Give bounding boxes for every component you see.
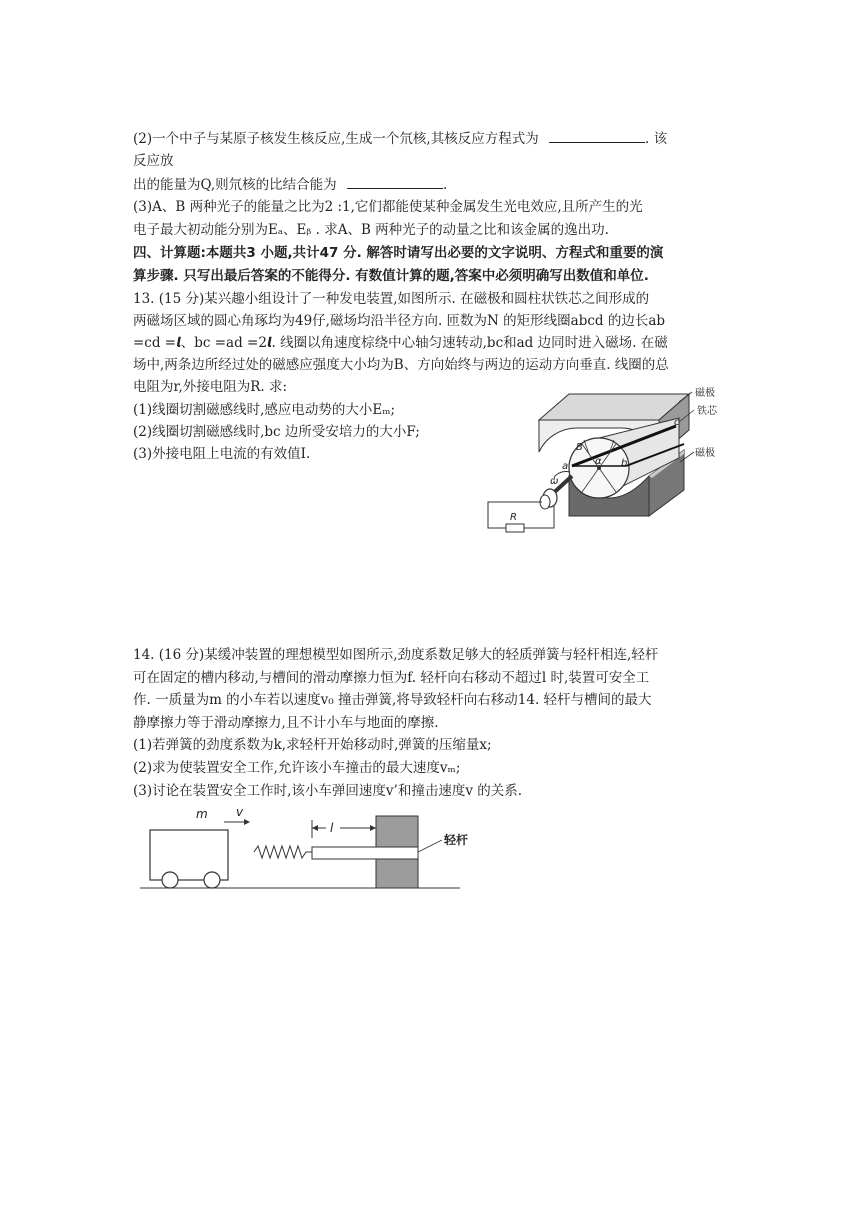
label-iron-core: 铁芯 [697, 406, 717, 417]
q14-sub2: (2)求为使装置安全工作,允许该小车撞击的最大速度vₘ; [133, 760, 461, 776]
q13-sub2: (2)线圈切割磁感线时,bc 边所受安培力的大小F; [133, 424, 420, 440]
q13-line3: =cd =𝙡、bc =ad =2𝙡. 线圈以角速度棕绕中心轴匀速转动,bc和ad 边同时进入磁场. 在磁 [133, 335, 668, 351]
q12-part2-text: (2)一个中子与某原子核发生核反应,生成一个氘核,其核反应方程式为 [133, 131, 539, 147]
answer-blank [347, 174, 443, 189]
q13-line2: 两磁场区域的圆心角琢均为49仔,磁场均沿半径方向. 匝数为N 的矩形线圈abcd 的边长ab [133, 313, 666, 329]
q14-line3: 作. 一质量为m 的小车若以速度v₀ 撞击弹簧,将导致轻杆向右移动14. 轻杆与槽间的最大 [133, 692, 652, 708]
q14-line2: 可在固定的槽内移动,与槽间的滑动摩擦力恒为f. 轻杆向右移动不超过l 时,装置可安全工 [133, 670, 650, 686]
light-rod [312, 847, 418, 859]
label-mass: m [196, 807, 208, 821]
label-a: a [562, 461, 569, 472]
q12-part2-line3-text: 出的能量为Q,则氘核的比结合能为 [133, 177, 337, 193]
spring [254, 846, 312, 858]
velocity-arrowhead [244, 819, 250, 825]
l-arrowhead-right [370, 825, 376, 831]
label-c: c [674, 417, 680, 428]
q12-part2-line3 [133, 174, 447, 196]
label-omega: ω [550, 476, 559, 487]
label-velocity: v [236, 805, 244, 819]
q14-line4: 静摩擦力等于滑动摩擦力,且不计小车与地面的摩擦. [133, 715, 439, 731]
q12-part2-line2: 反应放 [133, 153, 174, 169]
label-magnet-bottom: 磁极 [695, 448, 715, 459]
label-rod: 轻杆 [444, 833, 469, 847]
q12-part3-line1: (3)A、B 两种光子的能量之比为2 :1,它们都能使某种金属发生光电效应,且所产生的光 [133, 199, 643, 215]
q13-line1: 13. (15 分)某兴趣小组设计了一种发电装置,如图所示. 在磁极和圆柱状铁芯之间形成的 [133, 291, 650, 307]
section4-heading-line2: 算步骤. 只写出最后答案的不能得分. 有数值计算的题,答案中必须明确写出数值和单位. [133, 268, 649, 284]
q12-part3-line2: 电子最大初动能分别为Eₐ、Eᵦ . 求A、B 两种光子的动量之比和该金属的逸出功. [133, 222, 609, 238]
q13-line5: 电阻为r,外接电阻为R. 求: [133, 379, 288, 395]
l-arrowhead-left [312, 825, 318, 831]
q14-line1: 14. (16 分)某缓冲装置的理想模型如图所示,劲度系数足够大的轻质弹簧与轻杆相连,轻杆 [133, 647, 659, 663]
q14-buffer-figure [140, 804, 520, 894]
rod-label-leader [418, 840, 442, 852]
q14-sub1: (1)若弹簧的劲度系数为k,求轻杆开始移动时,弹簧的压缩量x; [133, 737, 492, 753]
q13-sub1: (1)线圈切割磁感线时,感应电动势的大小Eₘ; [133, 402, 396, 418]
q13-generator-figure [484, 380, 734, 536]
q14-sub3: (3)讨论在装置安全工作时,该小车弹回速度v’和撞击速度v 的关系. [133, 783, 523, 799]
q12-part2-line1 [133, 128, 667, 150]
section4-heading-line1: 四、计算题:本题共3 小题,共计47 分. 解答时请写出必要的文字说明、方程式和重要的演 [133, 245, 664, 261]
label-b: b [621, 458, 628, 469]
q13-line4: 场中,两条边所经过处的磁感应强度大小均为B、方向始终与两边的运动方向垂直. 线圈的总 [133, 357, 669, 373]
cart [150, 830, 228, 888]
label-alpha: α [595, 456, 602, 467]
q12-part2-line3-end: . [442, 177, 448, 193]
label-R: R [510, 512, 517, 523]
answer-blank [549, 128, 645, 143]
label-magnet-top: 磁极 [695, 388, 715, 399]
q13-sub3: (3)外接电阻上电流的有效值I. [133, 446, 311, 462]
label-B: B [576, 442, 583, 453]
resistor-r [506, 524, 524, 532]
label-l: l [330, 821, 334, 835]
q12-part2-line1-end: . 该 [645, 131, 668, 147]
